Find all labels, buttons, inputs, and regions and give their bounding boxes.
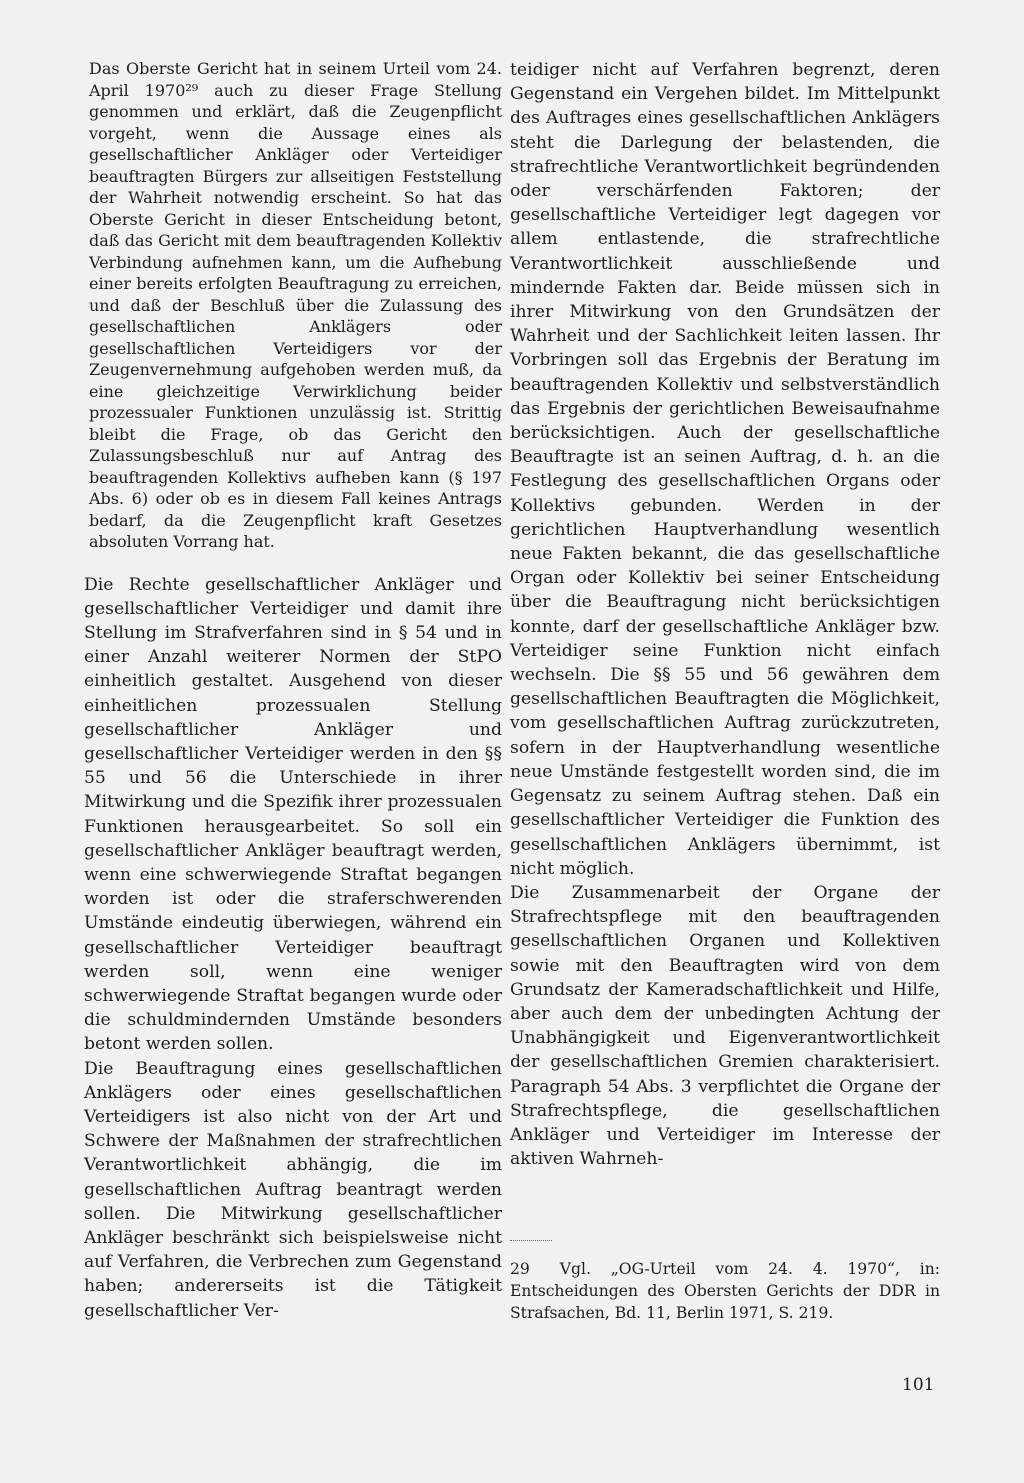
body-paragraph: Die Beauftragung eines gesellschaftlichen Anklägers oder eines gesellschaftlichen Verteidigers ist also nicht von der Art und Schwere der Maßnahmen der strafrechtlichen Verantwortlichkeit abhängig, die im gesellschaftlichen Auftrag beantragt werden sollen. Die Mitwirkung gesellschaftlicher Ankläger beschränkt sich beispielsweise nicht auf Verfahren, die Verbrechen zum Gegenstand haben; andererseits ist die Tätigkeit gesellschaftlicher Ver- [84,1058,502,1321]
footnote [510,1258,940,1324]
quoted-court-decision: Das Oberste Gericht hat in seinem Urteil vom 24. April 1970²⁹ auch zu dieser Frage Stellung genommen und erklärt, daß die Zeugenpflicht vorgeht, wenn die Aussage eines als gesellschaftlicher Ankläger oder Verteidiger beauftragten Bürgers zur allseitigen Feststellung der Wahrheit notwendig erscheint. So hat das Oberste Gericht in dieser Entscheidung betont, daß das Gericht mit dem beauftragenden Kollektiv Verbindung aufnehmen kann, um die Aufhebung einer bereits erfolgten Beauftragung zu erreichen, und daß der Beschluß über die Zulassung des gesellschaftlichen Anklägers oder gesellschaftlichen Verteidigers vor der Zeugenvernehmung aufgehoben werden muß, da eine gleichzeitige Verwirklichung beider prozessualer Funktionen unzulässig ist. Strittig bleibt die Frage, ob das Gericht den Zulassungsbeschluß nur auf Antrag des beauftragenden Kollektivs aufheben kann (§ 197 Abs. 6) oder ob es in diesem Fall keines Antrags bedarf, da die Zeugenpflicht kraft Gesetzes absoluten Vorrang hat. [89,59,502,551]
body-paragraph: Die Rechte gesellschaftlicher Ankläger und gesellschaftlicher Verteidiger und damit ihre Stellung im Strafverfahren sind in § 54 und in einer Anzahl weiterer Normen der StPO einheitlich gestaltet. Ausgehend von dieser einheitlichen prozessualen Stellung gesellschaftlicher Ankläger und gesellschaftlicher Verteidiger werden in den §§ 55 und 56 die Unterschiede in ihrer Mitwirkung und die Spezifik ihrer prozessualen Funktionen herausgearbeitet. So soll ein gesellschaftlicher Ankläger beauftragt werden, wenn eine schwerwiegende Straftat begangen worden ist oder die straferschwerenden Umstände eindeutig überwiegen, während ein gesellschaftlicher Verteidiger beauftragt werden soll, wenn eine weniger schwerwiegende Straftat begangen wurde oder die schuldmindernden Umstände besonders betont werden sollen. [84,574,502,1055]
page-number: 101 [902,1375,935,1395]
body-paragraph: teidiger nicht auf Verfahren begrenzt, deren Gegenstand ein Vergehen bildet. Im Mittelpunkt des Auftrages eines gesellschaftlichen Anklägers steht die Darlegung der belastenden, die strafrechtliche Verantwortlichkeit begründenden oder verschärfenden Faktoren; der gesellschaftliche Verteidiger legt dagegen vor allem entlastende, die strafrechtliche Verantwortlichkeit ausschließende und mindernde Fakten dar. Beide müssen sich in ihrer Mitwirkung von den Grundsätzen der Wahrheit und der Sachlichkeit leiten lassen. Ihr Vorbringen soll das Ergebnis der Beratung im beauftragenden Kollektiv und selbstverständlich das Ergebnis der gerichtlichen Beweisaufnahme berücksichtigen. Auch der gesellschaftliche Beauftragte ist an seinen Auftrag, d. h. an die Festlegung des gesellschaftlichen Organs oder Kollektivs gebunden. Werden in der gerichtlichen Hauptverhandlung wesentlich neue Fakten bekannt, die das gesellschaftliche Organ oder Kollektiv bei seiner Entscheidung über die Beauftragung nicht berücksichtigen konnte, darf der gesellschaftliche Ankläger bzw. Verteidiger seine Funktion nicht einfach wechseln. Die §§ 55 und 56 gewähren dem gesellschaftlichen Beauftragten die Möglichkeit, vom gesellschaftlichen Auftrag zurückzutreten, sofern in der Hauptverhandlung wesentliche neue Umstände festgestellt worden sind, die im Gegensatz zu seinem Auftrag stehen. Daß ein gesellschaftlicher Verteidiger die Funktion des gesellschaftlichen Anklägers übernimmt, ist nicht möglich. [510,60,940,879]
right-column [510,58,940,1171]
left-column [84,58,502,1323]
footnote-number: 29 [510,1260,530,1278]
footnote-text: Vgl. „OG-Urteil vom 24. 4. 1970“, in: Entscheidungen des Obersten Gerichts der DDR in Strafsachen, Bd. 11, Berlin 1971, S. 219. [510,1260,940,1322]
body-paragraph: Die Zusammenarbeit der Organe der Strafrechtspflege mit den beauftragenden gesellschaftlichen Organen und Kollektiven sowie mit den Beauftragten wird von dem Grundsatz der Kameradschaftlichkeit und Hilfe, aber auch dem der unbedingten Achtung der Unabhängigkeit und Eigenverantwortlichkeit der gesellschaftlichen Gremien charakterisiert. Paragraph 54 Abs. 3 verpflichtet die Organe der Strafrechtspflege, die gesellschaftlichen Ankläger und Verteidiger im Interesse der aktiven Wahrneh- [510,882,940,1170]
footnote-separator [510,1240,552,1241]
